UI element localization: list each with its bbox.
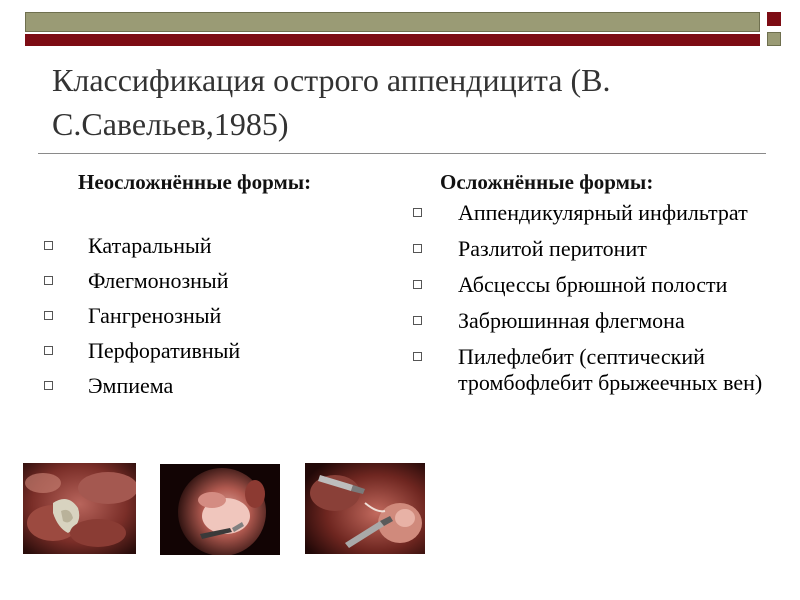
- list-item: Эмпиема: [40, 373, 370, 399]
- square-bullet-icon: [413, 280, 422, 289]
- list-item: Забрюшинная флегмона: [408, 308, 768, 334]
- left-column-heading: Неосложнённые формы:: [78, 170, 312, 194]
- corner-olive-square: [767, 32, 781, 46]
- endoscopic-photo-2: [160, 464, 280, 555]
- right-column-heading: Осложнённые формы:: [440, 170, 654, 194]
- square-bullet-icon: [44, 381, 53, 390]
- square-bullet-icon: [44, 241, 53, 250]
- endoscopic-photo-1: [23, 463, 136, 554]
- complicated-forms-list: [408, 200, 768, 406]
- header-red-bar: [25, 34, 760, 46]
- list-item: Гангренозный: [40, 303, 370, 329]
- slide-title: Классификация острого аппендицита (В. С.Савельев,1985): [52, 62, 611, 142]
- square-bullet-icon: [44, 346, 53, 355]
- uncomplicated-forms-list: [40, 233, 370, 408]
- list-item: Разлитой перитонит: [408, 236, 768, 262]
- square-bullet-icon: [413, 244, 422, 253]
- header-olive-bar: [25, 12, 760, 32]
- list-item: Аппендикулярный инфильтрат: [408, 200, 768, 226]
- list-item: Флегмонозный: [40, 268, 370, 294]
- endoscopic-photo-3: [305, 463, 425, 554]
- square-bullet-icon: [413, 208, 422, 217]
- title-divider: [38, 153, 766, 154]
- list-item: Перфоративный: [40, 338, 370, 364]
- list-item: Катаральный: [40, 233, 370, 259]
- list-item: Пилефлебит (септический тромбофлебит брыжеечных вен): [408, 344, 768, 396]
- square-bullet-icon: [413, 352, 422, 361]
- square-bullet-icon: [44, 276, 53, 285]
- list-item: Абсцессы брюшной полости: [408, 272, 768, 298]
- square-bullet-icon: [413, 316, 422, 325]
- square-bullet-icon: [44, 311, 53, 320]
- corner-red-square: [767, 12, 781, 26]
